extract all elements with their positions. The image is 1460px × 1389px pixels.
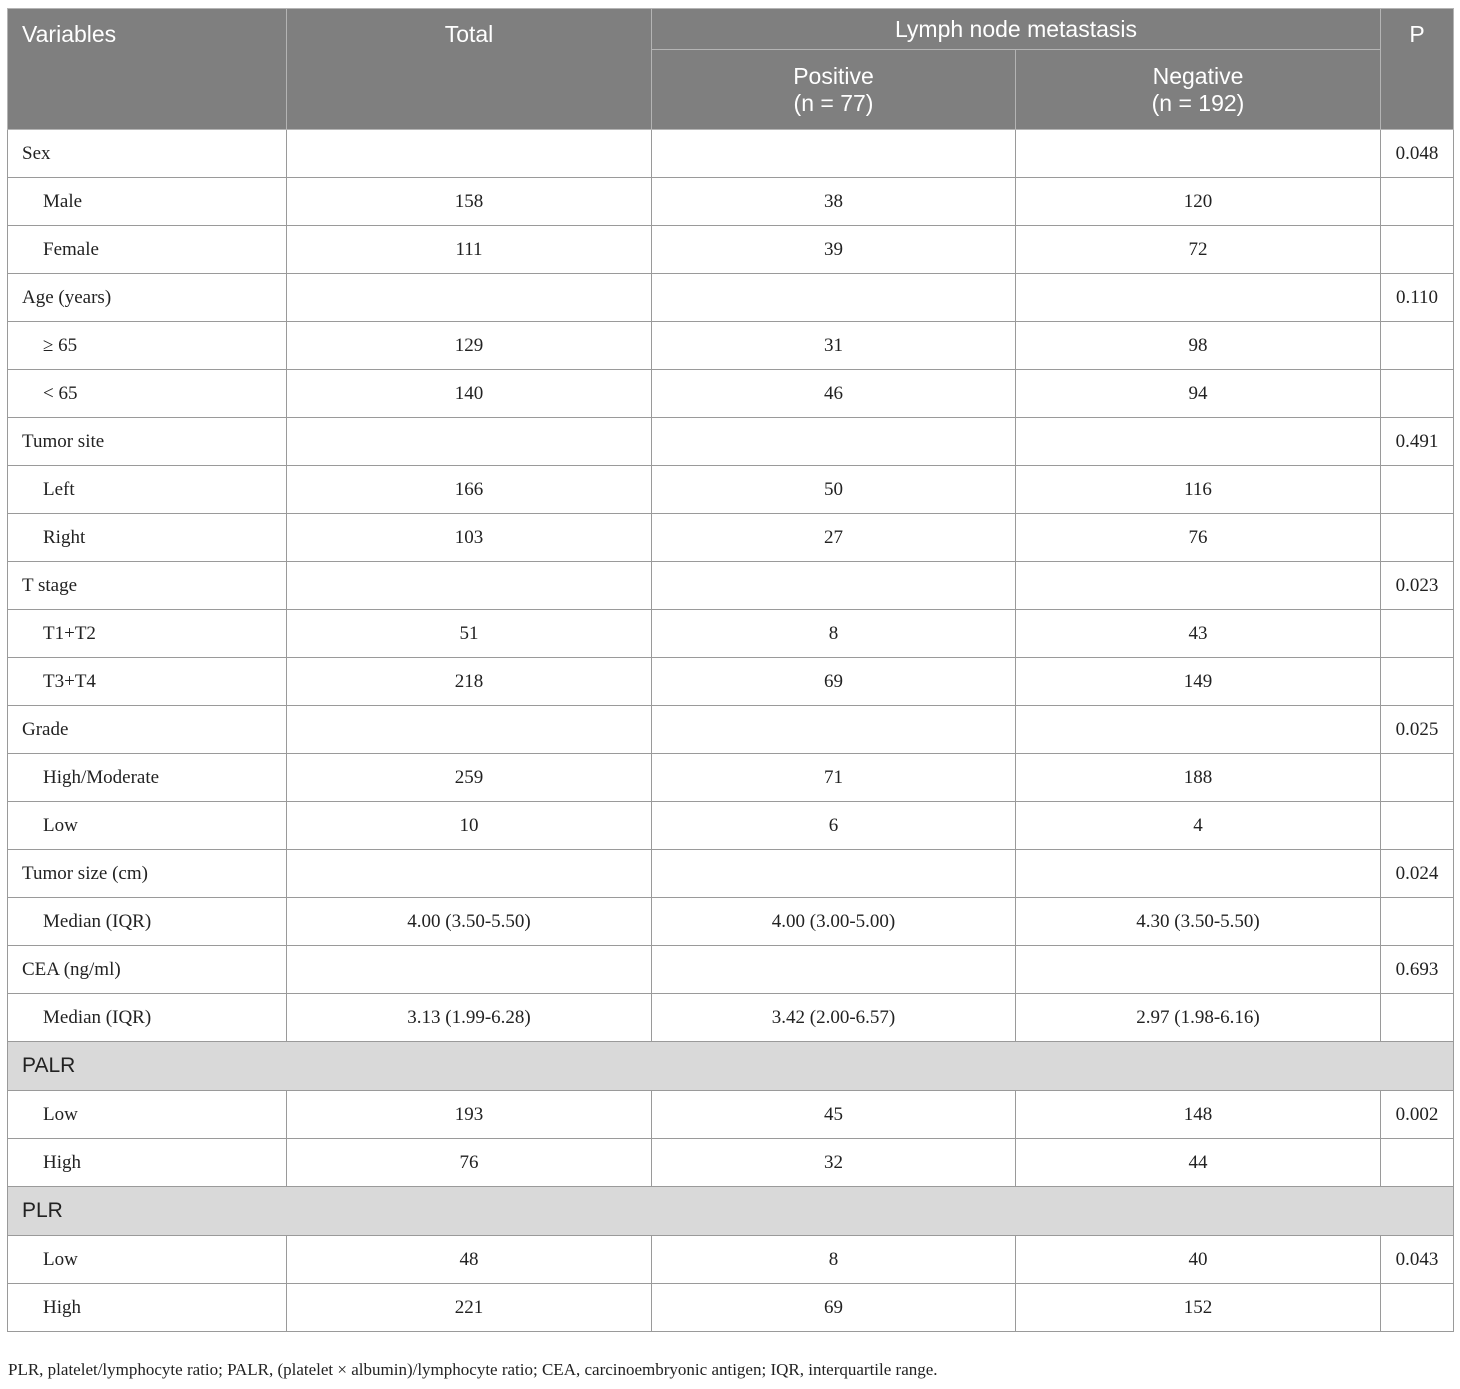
positive-cell: 6	[652, 802, 1016, 850]
total-cell: 221	[287, 1284, 652, 1332]
negative-cell: 152	[1016, 1284, 1381, 1332]
p-value-cell: 0.048	[1381, 130, 1454, 178]
positive-cell	[652, 706, 1016, 754]
p-value-cell	[1381, 610, 1454, 658]
table-row	[8, 274, 1454, 322]
positive-cell: 38	[652, 178, 1016, 226]
total-cell: 193	[287, 1091, 652, 1139]
variable-cell: Tumor size (cm)	[8, 850, 287, 898]
positive-cell: 8	[652, 1236, 1016, 1284]
variable-cell: Male	[8, 178, 287, 226]
table-row	[8, 1139, 1454, 1187]
table-header	[8, 9, 1454, 130]
positive-cell: 32	[652, 1139, 1016, 1187]
total-cell	[287, 946, 652, 994]
table-row	[8, 1091, 1454, 1139]
p-value-cell: 0.043	[1381, 1236, 1454, 1284]
variable-cell: Low	[8, 1091, 287, 1139]
table-row	[8, 802, 1454, 850]
table-row	[8, 418, 1454, 466]
variable-cell: Low	[8, 802, 287, 850]
variable-cell: High/Moderate	[8, 754, 287, 802]
positive-cell: 8	[652, 610, 1016, 658]
table-row	[8, 946, 1454, 994]
total-cell: 103	[287, 514, 652, 562]
header-p: P	[1381, 9, 1454, 130]
table-footnote: PLR, platelet/lymphocyte ratio; PALR, (platelet × albumin)/lymphocyte ratio; CEA, carcinoembryonic antigen; IQR, interquartile range.	[8, 1360, 938, 1379]
positive-cell: 69	[652, 658, 1016, 706]
negative-cell	[1016, 274, 1381, 322]
negative-cell	[1016, 706, 1381, 754]
negative-cell: 116	[1016, 466, 1381, 514]
p-value-cell	[1381, 514, 1454, 562]
section-label: PLR	[8, 1187, 1454, 1236]
header-positive	[652, 50, 1016, 130]
positive-cell: 4.00 (3.00-5.00)	[652, 898, 1016, 946]
variable-cell: < 65	[8, 370, 287, 418]
table-row	[8, 226, 1454, 274]
p-value-cell: 0.025	[1381, 706, 1454, 754]
negative-cell: 44	[1016, 1139, 1381, 1187]
variable-cell: T1+T2	[8, 610, 287, 658]
section-label: PALR	[8, 1042, 1454, 1091]
variable-cell: High	[8, 1284, 287, 1332]
negative-cell: 72	[1016, 226, 1381, 274]
total-cell: 129	[287, 322, 652, 370]
p-value-cell	[1381, 994, 1454, 1042]
negative-cell: 76	[1016, 514, 1381, 562]
header-positive-label: Positive	[793, 62, 874, 89]
negative-cell: 40	[1016, 1236, 1381, 1284]
p-value-cell	[1381, 322, 1454, 370]
p-value-cell: 0.002	[1381, 1091, 1454, 1139]
negative-cell	[1016, 130, 1381, 178]
table-body	[8, 130, 1454, 1332]
variable-cell: Sex	[8, 130, 287, 178]
data-table	[7, 8, 1454, 1332]
variable-cell: Grade	[8, 706, 287, 754]
positive-cell: 39	[652, 226, 1016, 274]
positive-cell: 69	[652, 1284, 1016, 1332]
table-row	[8, 562, 1454, 610]
negative-cell: 43	[1016, 610, 1381, 658]
negative-cell: 149	[1016, 658, 1381, 706]
table-row	[8, 754, 1454, 802]
p-value-cell	[1381, 802, 1454, 850]
p-value-cell	[1381, 1284, 1454, 1332]
table-row	[8, 850, 1454, 898]
total-cell: 51	[287, 610, 652, 658]
negative-cell: 98	[1016, 322, 1381, 370]
positive-cell: 27	[652, 514, 1016, 562]
positive-cell	[652, 418, 1016, 466]
total-cell: 218	[287, 658, 652, 706]
table-row	[8, 658, 1454, 706]
total-cell: 48	[287, 1236, 652, 1284]
negative-cell	[1016, 850, 1381, 898]
table-row	[8, 178, 1454, 226]
positive-cell	[652, 562, 1016, 610]
total-cell	[287, 562, 652, 610]
positive-cell: 3.42 (2.00-6.57)	[652, 994, 1016, 1042]
negative-cell: 188	[1016, 754, 1381, 802]
p-value-cell	[1381, 370, 1454, 418]
negative-cell: 4	[1016, 802, 1381, 850]
table-row	[8, 130, 1454, 178]
total-cell: 259	[287, 754, 652, 802]
total-cell: 166	[287, 466, 652, 514]
p-value-cell: 0.693	[1381, 946, 1454, 994]
negative-cell: 120	[1016, 178, 1381, 226]
total-cell	[287, 130, 652, 178]
variable-cell: Median (IQR)	[8, 898, 287, 946]
variable-cell: Right	[8, 514, 287, 562]
variable-cell: T3+T4	[8, 658, 287, 706]
table-row	[8, 514, 1454, 562]
p-value-cell	[1381, 178, 1454, 226]
variable-cell: CEA (ng/ml)	[8, 946, 287, 994]
positive-cell	[652, 946, 1016, 994]
negative-cell: 148	[1016, 1091, 1381, 1139]
variable-cell: Age (years)	[8, 274, 287, 322]
section-row	[8, 1042, 1454, 1091]
positive-cell	[652, 274, 1016, 322]
total-cell: 4.00 (3.50-5.50)	[287, 898, 652, 946]
table-row	[8, 466, 1454, 514]
negative-cell: 2.97 (1.98-6.16)	[1016, 994, 1381, 1042]
p-value-cell: 0.110	[1381, 274, 1454, 322]
variable-cell: Female	[8, 226, 287, 274]
variable-cell: High	[8, 1139, 287, 1187]
positive-cell	[652, 850, 1016, 898]
table-row	[8, 322, 1454, 370]
variable-cell: Left	[8, 466, 287, 514]
positive-cell: 71	[652, 754, 1016, 802]
positive-cell	[652, 130, 1016, 178]
table-row	[8, 1284, 1454, 1332]
variable-cell: ≥ 65	[8, 322, 287, 370]
variable-cell: Low	[8, 1236, 287, 1284]
positive-cell: 45	[652, 1091, 1016, 1139]
total-cell: 111	[287, 226, 652, 274]
p-value-cell	[1381, 1139, 1454, 1187]
total-cell: 3.13 (1.99-6.28)	[287, 994, 652, 1042]
negative-cell	[1016, 418, 1381, 466]
negative-cell: 94	[1016, 370, 1381, 418]
header-variables: Variables	[8, 9, 287, 130]
negative-cell: 4.30 (3.50-5.50)	[1016, 898, 1381, 946]
total-cell: 76	[287, 1139, 652, 1187]
p-value-cell: 0.024	[1381, 850, 1454, 898]
p-value-cell	[1381, 466, 1454, 514]
header-lymph-node-metastasis: Lymph node metastasis	[652, 9, 1381, 50]
total-cell	[287, 274, 652, 322]
p-value-cell: 0.491	[1381, 418, 1454, 466]
section-row	[8, 1187, 1454, 1236]
header-negative-label: Negative	[1152, 62, 1244, 89]
header-negative	[1016, 50, 1381, 130]
p-value-cell	[1381, 226, 1454, 274]
variable-cell: T stage	[8, 562, 287, 610]
positive-cell: 31	[652, 322, 1016, 370]
positive-cell: 50	[652, 466, 1016, 514]
table-row	[8, 898, 1454, 946]
table-row	[8, 370, 1454, 418]
total-cell	[287, 706, 652, 754]
table-row	[8, 994, 1454, 1042]
p-value-cell	[1381, 658, 1454, 706]
negative-cell	[1016, 946, 1381, 994]
total-cell: 10	[287, 802, 652, 850]
total-cell: 158	[287, 178, 652, 226]
p-value-cell	[1381, 754, 1454, 802]
p-value-cell	[1381, 898, 1454, 946]
header-total: Total	[287, 9, 652, 130]
total-cell: 140	[287, 370, 652, 418]
header-negative-n: (n = 192)	[1151, 89, 1245, 116]
variable-cell: Median (IQR)	[8, 994, 287, 1042]
table-row	[8, 1236, 1454, 1284]
table-row	[8, 706, 1454, 754]
total-cell	[287, 850, 652, 898]
positive-cell: 46	[652, 370, 1016, 418]
total-cell	[287, 418, 652, 466]
table-row	[8, 610, 1454, 658]
header-positive-n: (n = 77)	[793, 89, 874, 116]
p-value-cell: 0.023	[1381, 562, 1454, 610]
negative-cell	[1016, 562, 1381, 610]
variable-cell: Tumor site	[8, 418, 287, 466]
